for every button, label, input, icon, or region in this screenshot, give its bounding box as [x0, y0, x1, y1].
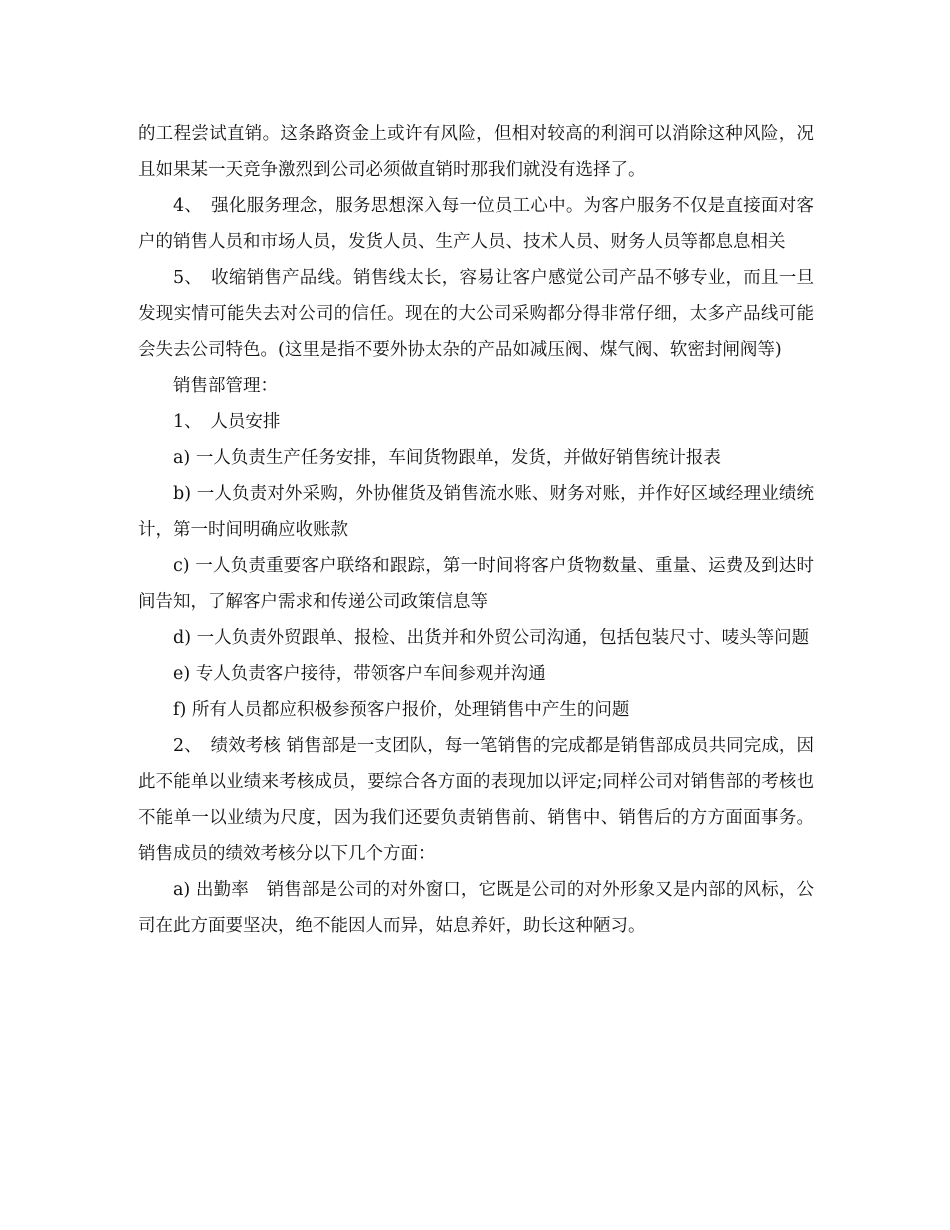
document-body	[138, 116, 814, 944]
paragraph-staffing: 1、 人员安排	[173, 412, 281, 432]
paragraph-item-4-service: 4、 强化服务理念，服务思想深入每一位员工心中。为客户服务不仅是直接面对客户的销售人员和市场人员，发货人员、生产人员、技术人员、财务人员等都息息相关	[138, 196, 814, 252]
list-item-e: e) 专人负责客户接待，带领客户车间参观并沟通	[173, 664, 546, 684]
section-heading-sales-management: 销售部管理：	[173, 376, 278, 396]
list-item-f: f) 所有人员都应积极参预客户报价，处理销售中产生的问题	[173, 700, 630, 720]
paragraph-item-5-product-line: 5、 收缩销售产品线。销售线太长，容易让客户感觉公司产品不够专业，而且一旦发现实情可能失去对公司的信任。现在的大公司采购都分得非常仔细，太多产品线可能会失去公司特色。(这里是指不要外协太杂的产品如减压阀、煤气阀、软密封闸阀等)	[138, 268, 814, 360]
list-item-d: d) 一人负责外贸跟单、报检、出货并和外贸公司沟通，包括包装尺寸、唛头等问题	[173, 628, 810, 648]
paragraph-continuation: 的工程尝试直销。这条路资金上或许有风险，但相对较高的利润可以消除这种风险，况且如果某一天竞争激烈到公司必须做直销时那我们就没有选择了。	[138, 124, 814, 180]
paragraph-performance-review: 2、 绩效考核 销售部是一支团队，每一笔销售的完成都是销售部成员共同完成，因此不能单以业绩来考核成员，要综合各方面的表现加以评定;同样公司对销售部的考核也不能单一以业绩为尺度，因为我们还要负责销售前、销售中、销售后的方方面面事务。销售成员的绩效考核分以下几个方面：	[138, 736, 814, 864]
list-item-b: b) 一人负责对外采购，外协催货及销售流水账、财务对账，并作好区域经理业绩统计，第一时间明确应收账款	[138, 484, 814, 540]
list-item-a: a) 一人负责生产任务安排，车间货物跟单，发货，并做好销售统计报表	[173, 448, 721, 468]
list-item-a-attendance: a) 出勤率 销售部是公司的对外窗口，它既是公司的对外形象又是内部的风标，公司在此方面要坚决，绝不能因人而异，姑息养奸，助长这种陋习。	[138, 880, 814, 936]
list-item-c: c) 一人负责重要客户联络和跟踪，第一时间将客户货物数量、重量、运费及到达时间告知，了解客户需求和传递公司政策信息等	[138, 556, 814, 612]
